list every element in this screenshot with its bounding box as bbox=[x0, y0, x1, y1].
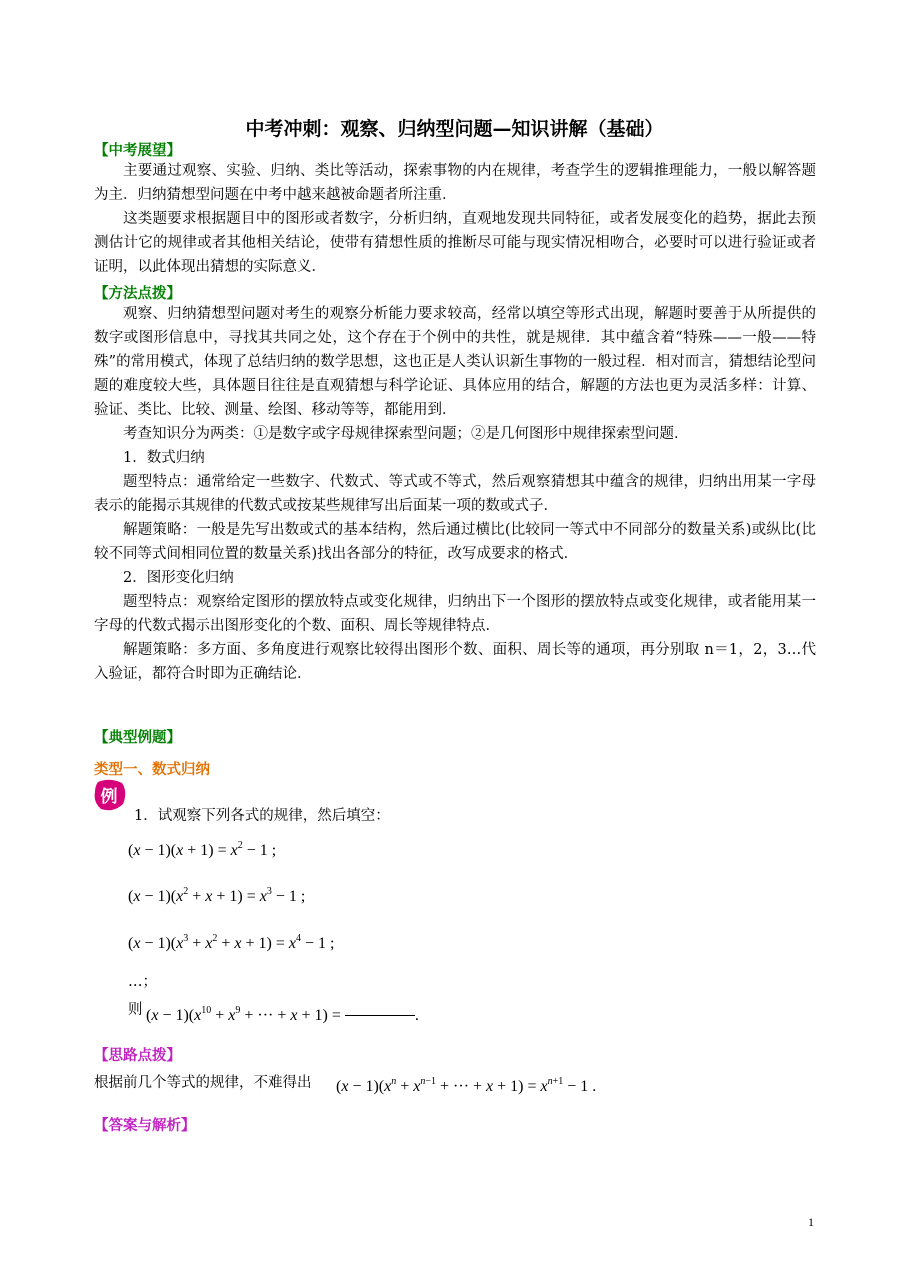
equation-3: $(x - 1)(x^3 + x^2 + x + 1) = x^4 - 1$ ; bbox=[128, 933, 335, 952]
method-paragraph-1: 观察、归纳猜想型问题对考生的观察分析能力要求较高，经常以填空等形式出现，解题时要善于从所提供的数字或图形信息中，寻找其共同之处，这个存在于个例中的共性，就是规律．其中蕴含着“特殊——一般——特殊”的常用模式，体现了总结归纳的数学思想，这也正是人类认识新生事物的一般过程．相对而言，猜想结论型问题的难度较大些，具体题目往往是直观猜想与科学论证、具体应用的结合，解题的方法也更为灵活多样：计算、验证、类比、比较、测量、绘图、移动等等，都能用到． bbox=[94, 306, 816, 418]
answer-blank[interactable] bbox=[345, 1015, 415, 1016]
question-1-prompt: 1．试观察下列各式的规律，然后填空： bbox=[134, 808, 390, 824]
hint-text: 根据前几个等式的规律，不难得出 bbox=[94, 1075, 312, 1091]
heading-method: 【方法点拨】 bbox=[94, 286, 181, 302]
figure-pattern-strategy: 解题策略：多方面、多角度进行观察比较得出图形个数、面积、周长等的通项，再分别取 n＝1，2，3…代入验证，都符合时即为正确结论． bbox=[94, 642, 816, 682]
heading-answer: 【答案与解析】 bbox=[94, 1118, 196, 1134]
page-title: 中考冲刺：观察、归纳型问题—知识讲解（基础） bbox=[245, 118, 664, 140]
heading-type-1: 类型一、数式归纳 bbox=[94, 762, 210, 778]
equation-2: $(x - 1)(x^2 + x + 1) = x^3 - 1$ ; bbox=[128, 886, 306, 905]
heading-hint: 【思路点拨】 bbox=[94, 1048, 181, 1064]
then-label: 则 bbox=[128, 1002, 143, 1018]
number-pattern-features: 题型特点：通常给定一些数字、代数式、等式或不等式，然后观察猜想其中蕴含的规律，归纳出用某一字母表示的能揭示其规律的代数式或按某些规律写出后面某一项的数或式子． bbox=[94, 474, 816, 514]
example-badge-icon bbox=[92, 778, 128, 814]
outlook-paragraph-2: 这类题要求根据题目中的图形或者数字，分析归纳，直观地发现共同特征，或者发展变化的趋势，据此去预测估计它的规律或者其他相关结论，使带有猜想性质的推断尽可能与现实情况相吻合，必要时可以进行验证或者证明，以此体现出猜想的实际意义． bbox=[94, 211, 816, 275]
outlook-paragraph-1: 主要通过观察、实验、归纳、类比等活动，探索事物的内在规律，考查学生的逻辑推理能力，一般以解答题为主．归纳猜想型问题在中考中越来越被命题者所注重． bbox=[94, 163, 816, 203]
number-pattern-strategy: 解题策略：一般是先写出数或式的基本结构，然后通过横比(比较同一等式中不同部分的数量关系)或纵比(比较不同等式间相同位置的数量关系)找出各部分的特征，改写成要求的格式． bbox=[94, 522, 816, 562]
page-number: 1 bbox=[808, 1215, 814, 1229]
figure-pattern-features: 题型特点：观察给定图形的摆放特点或变化规律，归纳出下一个图形的摆放特点或变化规律，或者能用某一字母的代数式揭示出图形变化的个数、面积、周长等规律特点． bbox=[94, 594, 816, 634]
heading-examples: 【典型例题】 bbox=[94, 730, 181, 746]
subsection-figure-pattern-title: 2．图形变化归纳 bbox=[123, 570, 234, 586]
ellipsis-line: …； bbox=[128, 974, 157, 990]
equation-1: $(x - 1)(x + 1) = x^2 - 1$ ; bbox=[128, 840, 277, 859]
equation-question: $(x - 1)(x^{10} + x^9$ + ··· + x + 1) = . bbox=[146, 1005, 419, 1024]
hint-equation: $(x - 1)(x^n + x^{n-1}$ + ··· + $x + 1) = x^{n+1} - 1$ . bbox=[336, 1076, 597, 1095]
method-paragraph-2: 考查知识分为两类：①是数字或字母规律探索型问题；②是几何图形中规律探索型问题． bbox=[123, 426, 689, 442]
heading-outlook: 【中考展望】 bbox=[94, 143, 181, 159]
example-badge-label: 例 bbox=[100, 787, 118, 807]
subsection-number-pattern-title: 1．数式归纳 bbox=[123, 450, 205, 466]
